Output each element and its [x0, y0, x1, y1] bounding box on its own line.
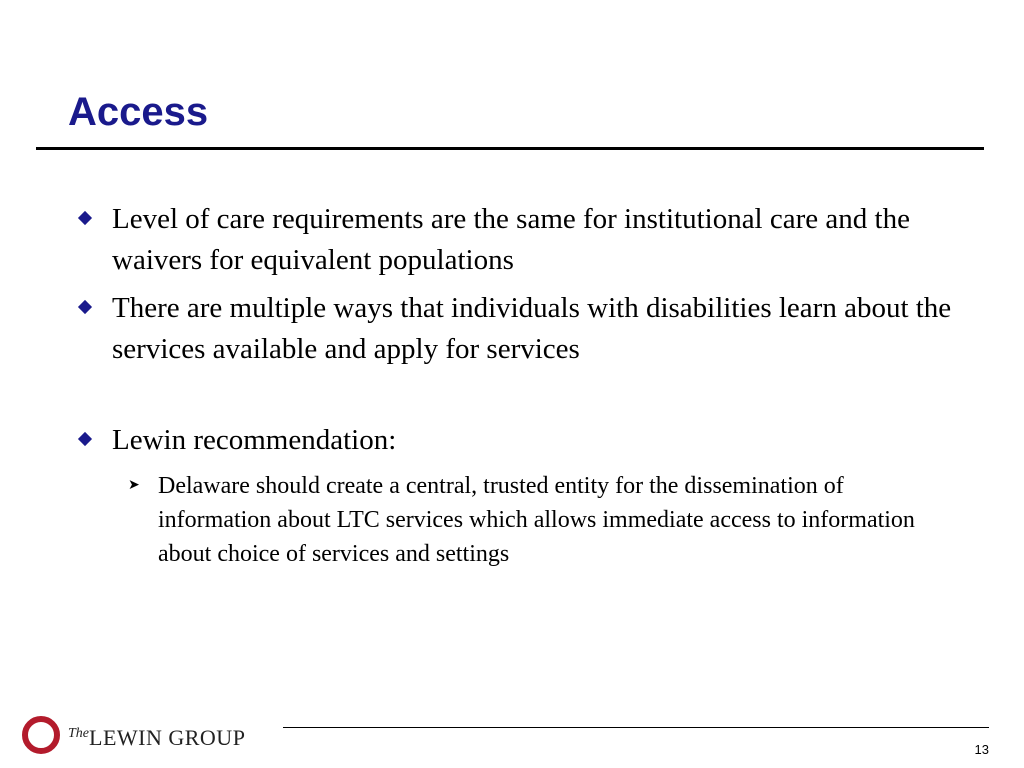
logo-name: LEWIN GROUP — [89, 725, 246, 750]
bullet-item — [112, 420, 962, 461]
ring-logo-icon — [22, 716, 60, 754]
page-number: 13 — [974, 742, 989, 757]
logo-wordmark — [68, 720, 245, 752]
diamond-icon — [78, 211, 92, 225]
diamond-icon — [78, 300, 92, 314]
sub-bullet-text: Delaware should create a central, trusted entity for the dissemination of information about LTC services which allows immediate access to information about choice of services and settings — [158, 473, 915, 567]
sub-bullet-item — [128, 469, 958, 571]
bullet-text: There are multiple ways that individuals with disabilities learn about the services available and apply for services — [112, 292, 952, 365]
title-divider — [36, 147, 984, 150]
bullet-item — [112, 199, 962, 281]
company-logo — [20, 712, 280, 756]
logo-prefix: The — [68, 726, 89, 741]
arrowhead-icon: ➤ — [128, 477, 140, 493]
diamond-icon — [78, 432, 92, 446]
footer-divider — [283, 727, 989, 728]
bullet-item — [112, 288, 962, 370]
bullet-text: Level of care requirements are the same for institutional care and the waivers for equivalent populations — [112, 203, 910, 276]
bullet-text: Lewin recommendation: — [112, 424, 397, 456]
slide-title: Access — [68, 90, 209, 134]
